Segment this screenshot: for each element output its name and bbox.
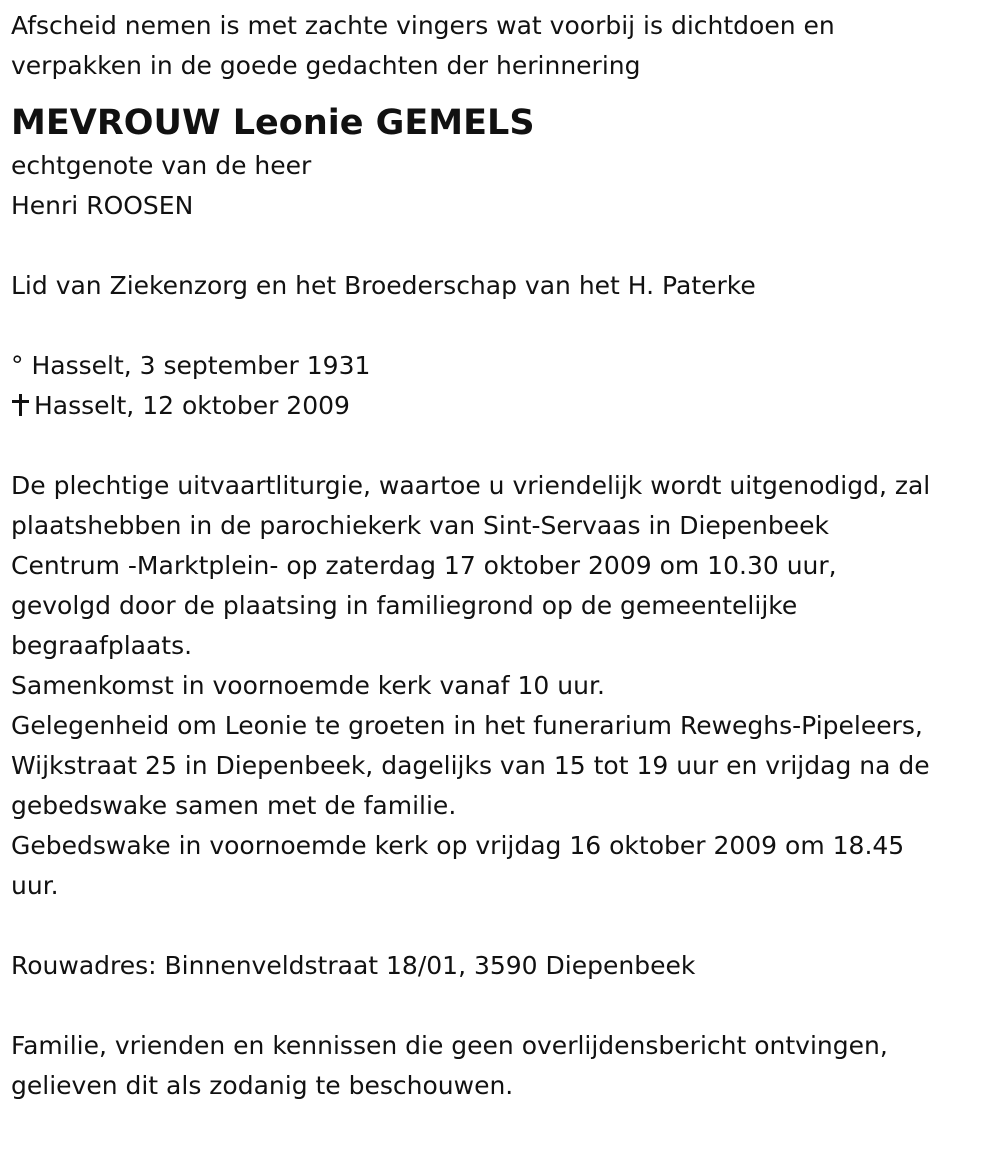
mourning-address: Rouwadres: Binnenveldstraat 18/01, 3590 Diepenbeek: [11, 951, 696, 980]
death-line: [11, 386, 996, 426]
closing-line-1: Familie, vrienden en kennissen die geen overlijdensbericht ontvingen,: [11, 1031, 888, 1060]
spacer: [11, 226, 996, 266]
spacer: [11, 906, 996, 946]
birth-line: ° Hasselt, 3 september 1931: [11, 351, 371, 380]
funeral-line: gebedswake samen met de familie.: [11, 791, 457, 820]
closing-line-2: gelieven dit als zodanig te beschouwen.: [11, 1071, 514, 1100]
spacer: [11, 986, 996, 1026]
funeral-line: Centrum -Marktplein- op zaterdag 17 oktober 2009 om 10.30 uur,: [11, 551, 837, 580]
funeral-line: Gebedswake in voornoemde kerk op vrijdag 16 oktober 2009 om 18.45: [11, 831, 905, 860]
funeral-line: Gelegenheid om Leonie te groeten in het funerarium Reweghs-Pipeleers,: [11, 711, 923, 740]
funeral-line: Samenkomst in voornoemde kerk vanaf 10 uur.: [11, 671, 605, 700]
membership-text: Lid van Ziekenzorg en het Broederschap van het H. Paterke: [11, 271, 756, 300]
funeral-line: De plechtige uitvaartliturgie, waartoe u vriendelijk wordt uitgenodigd, zal: [11, 471, 931, 500]
funeral-line: uur.: [11, 871, 59, 900]
funeral-line: plaatshebben in de parochiekerk van Sint-Servaas in Diepenbeek: [11, 511, 829, 540]
funeral-line: begraafplaats.: [11, 631, 193, 660]
funeral-line: gevolgd door de plaatsing in familiegrond op de gemeentelijke: [11, 591, 798, 620]
funeral-line: Wijkstraat 25 in Diepenbeek, dagelijks van 15 tot 19 uur en vrijdag na de: [11, 751, 930, 780]
spouse-name: Henri ROOSEN: [11, 191, 194, 220]
spacer: [11, 426, 996, 466]
obituary-notice: [11, 6, 996, 1106]
poem-line-2: verpakken in de goede gedachten der herinnering: [11, 51, 641, 80]
death-text: Hasselt, 12 oktober 2009: [34, 391, 350, 420]
relation-text: echtgenote van de heer: [11, 151, 312, 180]
cross-icon: [11, 394, 29, 416]
spacer: [11, 306, 996, 346]
deceased-name: MEVROUW Leonie GEMELS: [11, 103, 535, 143]
poem-line-1: Afscheid nemen is met zachte vingers wat voorbij is dichtdoen en: [11, 11, 835, 40]
